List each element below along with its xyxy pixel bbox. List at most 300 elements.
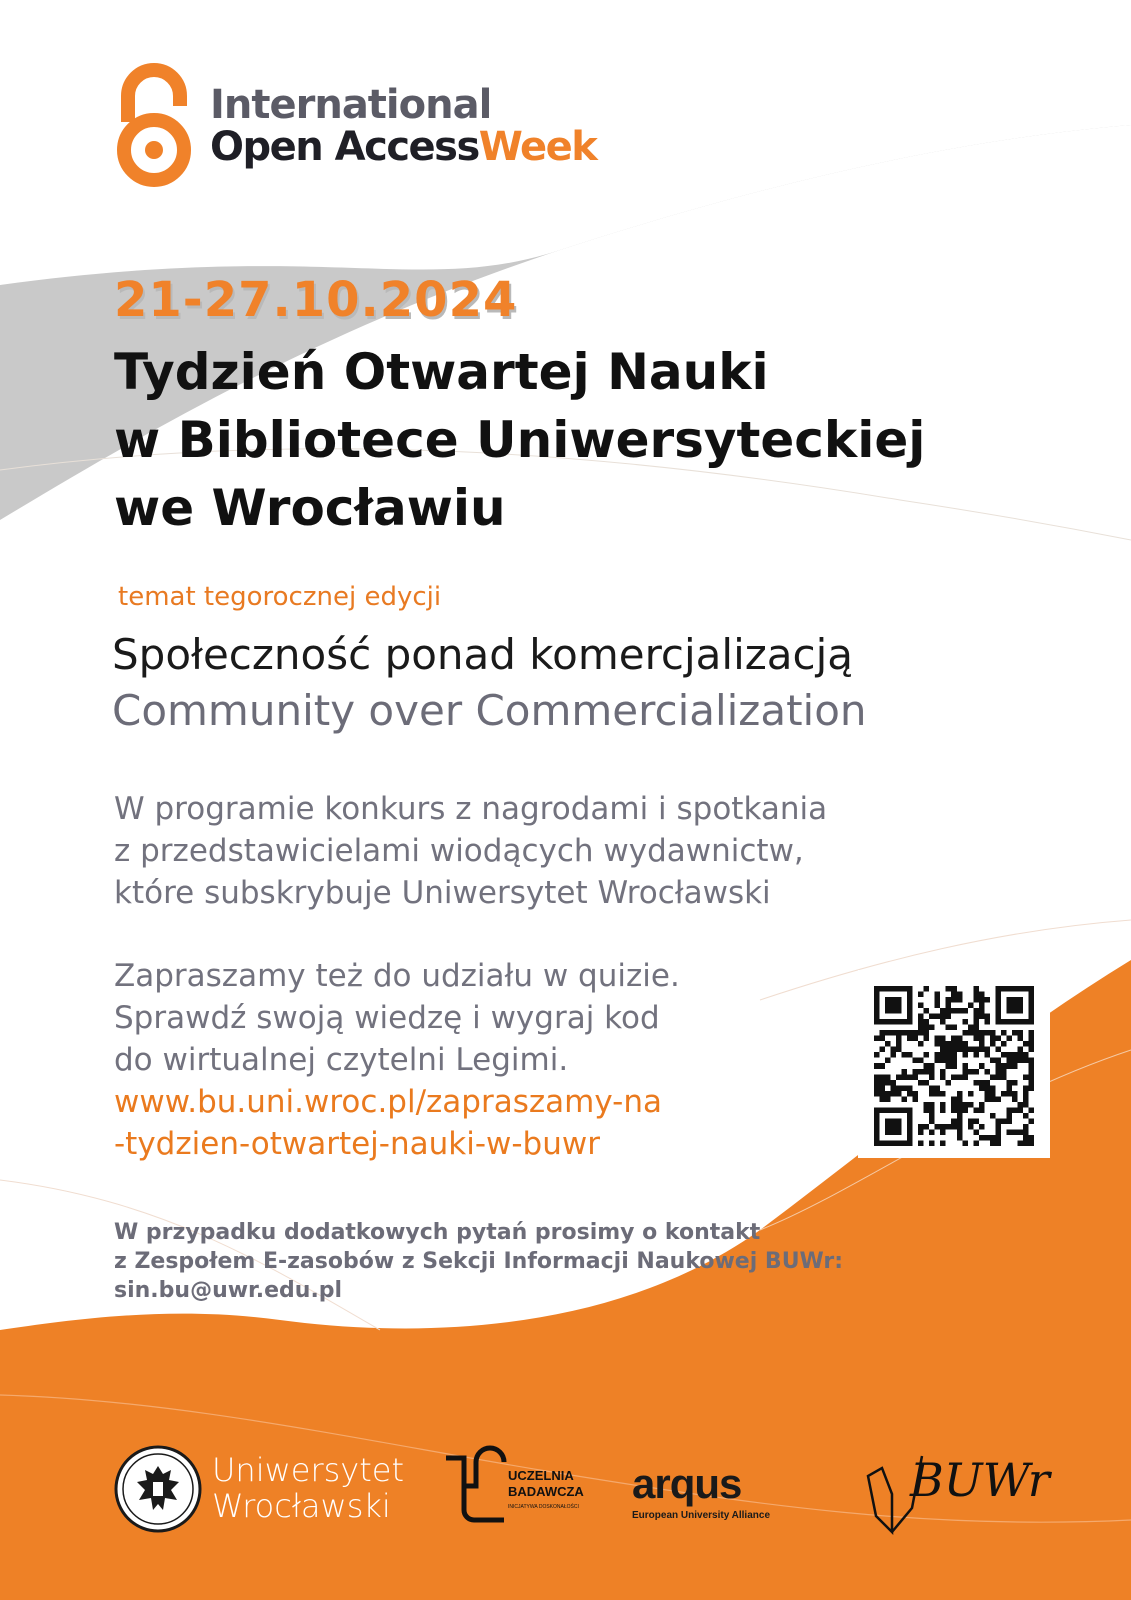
qr-module — [995, 1074, 1001, 1080]
qr-module — [995, 1036, 1001, 1042]
qr-module — [929, 1102, 935, 1108]
qr-module — [946, 1052, 952, 1058]
qr-module — [979, 1036, 985, 1042]
qr-module — [984, 1030, 990, 1036]
qr-module — [874, 1063, 880, 1069]
qr-module — [957, 1135, 963, 1141]
brand-open-access-week — [210, 124, 596, 170]
theme-english: Community over Commercialization — [112, 686, 867, 735]
qr-module — [946, 1047, 952, 1053]
qr-module — [962, 1069, 968, 1075]
qr-module — [995, 1069, 1001, 1075]
qr-module — [902, 1085, 908, 1091]
qr-module — [1017, 1036, 1023, 1042]
qr-module — [874, 1091, 880, 1097]
qr-module — [951, 1008, 957, 1014]
qr-module — [913, 1030, 919, 1036]
qr-module — [1006, 1058, 1012, 1064]
qr-module — [940, 1074, 946, 1080]
qr-module — [946, 997, 952, 1003]
qr-module — [913, 1058, 919, 1064]
qr-module — [918, 1069, 924, 1075]
qr-module — [935, 992, 941, 998]
qr-module — [1012, 1096, 1018, 1102]
qr-module — [940, 1008, 946, 1014]
qr-module — [896, 1030, 902, 1036]
quiz-link-line: www.bu.uni.wroc.pl/zapraszamy-na — [114, 1084, 662, 1120]
qr-module — [962, 1019, 968, 1025]
qr-module — [924, 1025, 930, 1031]
qr-module — [1028, 1080, 1034, 1086]
qr-module — [918, 1129, 924, 1135]
qr-module — [973, 1036, 979, 1042]
qr-module — [1023, 1052, 1029, 1058]
qr-module — [957, 1096, 963, 1102]
qr-module — [1017, 1030, 1023, 1036]
qr-module — [990, 1058, 996, 1064]
qr-module — [1001, 1030, 1007, 1036]
qr-module — [990, 1030, 996, 1036]
qr-module — [973, 1008, 979, 1014]
qr-module — [951, 1058, 957, 1064]
qr-module — [990, 1091, 996, 1097]
qr-module — [1028, 1140, 1034, 1146]
qr-module — [929, 1107, 935, 1113]
qr-module — [1017, 1107, 1023, 1113]
qr-module — [918, 1124, 924, 1130]
qr-module — [924, 1008, 930, 1014]
qr-module — [990, 1085, 996, 1091]
contact-line: W przypadku dodatkowych pytań prosimy o kontakt — [114, 1220, 761, 1245]
qr-module — [940, 1069, 946, 1075]
qr-module — [946, 1025, 952, 1031]
uwr-name — [212, 1452, 404, 1524]
qr-module — [1028, 1074, 1034, 1080]
qr-module — [962, 1107, 968, 1113]
contact-info — [114, 1218, 843, 1305]
qr-module — [929, 1118, 935, 1124]
qr-module — [1017, 1047, 1023, 1053]
qr-module — [1006, 1091, 1012, 1097]
qr-module — [1001, 1063, 1007, 1069]
qr-module — [1006, 1052, 1012, 1058]
qr-module — [929, 1025, 935, 1031]
qr-module — [979, 1063, 985, 1069]
quiz-description — [114, 955, 680, 1081]
qr-module — [891, 1052, 897, 1058]
qr-module — [896, 1074, 902, 1080]
qr-module — [951, 1041, 957, 1047]
brand-open-access: Open Access — [210, 124, 479, 170]
qr-module — [957, 1091, 963, 1097]
qr-module — [968, 1003, 974, 1009]
qr-module — [902, 1030, 908, 1036]
qr-module — [946, 1014, 952, 1020]
qr-module — [951, 1063, 957, 1069]
qr-module — [907, 1091, 913, 1097]
qr-module — [957, 1124, 963, 1130]
qr-module — [973, 1069, 979, 1075]
quiz-line: Zapraszamy też do udziału w quizie. — [114, 958, 680, 994]
qr-module — [880, 1063, 886, 1069]
uwr-crest-icon — [113, 1444, 203, 1534]
theme-label: temat tegorocznej edycji — [118, 582, 442, 612]
qr-module — [951, 992, 957, 998]
contact-line: z Zespołem E-zasobów z Sekcji Informacji Naukowej BUWr: — [114, 1249, 844, 1274]
qr-module — [935, 1041, 941, 1047]
qr-module — [935, 1014, 941, 1020]
qr-module — [990, 1113, 996, 1119]
program-description — [114, 788, 827, 914]
qr-module — [973, 1014, 979, 1020]
qr-module — [1023, 1074, 1029, 1080]
ub-line1: UCZELNIA — [508, 1468, 574, 1483]
qr-module — [973, 1047, 979, 1053]
qr-module — [951, 1047, 957, 1053]
qr-module — [973, 1025, 979, 1031]
qr-module — [968, 1069, 974, 1075]
qr-module — [957, 997, 963, 1003]
qr-module — [907, 1074, 913, 1080]
qr-module — [874, 1080, 880, 1086]
qr-module — [951, 1118, 957, 1124]
qr-module — [995, 1140, 1001, 1146]
qr-module — [929, 1091, 935, 1097]
buwr-text: BUWr — [910, 1453, 1050, 1507]
qr-module — [1028, 1135, 1034, 1141]
qr-module — [979, 1041, 985, 1047]
qr-module — [924, 1069, 930, 1075]
open-access-lock-icon — [108, 60, 200, 190]
qr-module — [880, 1074, 886, 1080]
qr-module — [973, 986, 979, 992]
qr-module — [979, 1135, 985, 1141]
qr-module — [995, 1063, 1001, 1069]
buwr-logo — [862, 1446, 1050, 1536]
qr-module — [951, 1107, 957, 1113]
qr-module — [1012, 1129, 1018, 1135]
qr-module — [924, 1030, 930, 1036]
qr-module — [913, 1091, 919, 1097]
qr-module — [1012, 1063, 1018, 1069]
qr-module — [907, 1030, 913, 1036]
qr-module — [891, 1091, 897, 1097]
qr-module — [957, 1118, 963, 1124]
qr-module — [940, 1102, 946, 1108]
qr-module — [1028, 1118, 1034, 1124]
qr-module — [946, 1080, 952, 1086]
qr-module — [990, 1135, 996, 1141]
qr-module — [957, 992, 963, 998]
program-line: które subskrybuje Uniwersytet Wrocławski — [114, 875, 771, 911]
arqus-name: arqus — [632, 1460, 742, 1507]
qr-module — [935, 1003, 941, 1009]
qr-module — [896, 1091, 902, 1097]
qr-module — [957, 1102, 963, 1108]
event-title-line: Tydzień Otwartej Nauki — [114, 343, 769, 401]
qr-module — [935, 997, 941, 1003]
qr-module — [918, 1030, 924, 1036]
qr-module — [880, 1047, 886, 1053]
qr-module — [918, 992, 924, 998]
qr-module — [995, 1047, 1001, 1053]
qr-module — [957, 1047, 963, 1053]
qr-module — [1012, 1030, 1018, 1036]
qr-module — [984, 1052, 990, 1058]
qr-module — [984, 1014, 990, 1020]
qr-module — [874, 1085, 880, 1091]
qr-module — [1028, 1030, 1034, 1036]
qr-module — [896, 1085, 902, 1091]
qr-module — [918, 1025, 924, 1031]
qr-module — [957, 1041, 963, 1047]
program-line: z przedstawicielami wiodących wydawnictw, — [114, 833, 804, 869]
qr-module — [891, 1030, 897, 1036]
qr-module — [896, 1041, 902, 1047]
qr-module — [1023, 1085, 1029, 1091]
qr-module — [1017, 1058, 1023, 1064]
qr-module — [1028, 1085, 1034, 1091]
qr-module — [968, 1118, 974, 1124]
qr-module — [973, 992, 979, 998]
qr-module — [973, 1030, 979, 1036]
qr-module — [880, 1030, 886, 1036]
qr-module — [951, 1025, 957, 1031]
qr-module — [940, 1107, 946, 1113]
qr-module — [913, 1074, 919, 1080]
qr-module — [951, 986, 957, 992]
qr-module — [951, 997, 957, 1003]
qr-module — [924, 1107, 930, 1113]
qr-module — [1012, 1107, 1018, 1113]
brand-week: Week — [478, 124, 597, 170]
qr-module — [979, 1124, 985, 1130]
qr-module — [1028, 1069, 1034, 1075]
qr-module — [995, 1118, 1001, 1124]
qr-module — [1001, 1041, 1007, 1047]
qr-module — [918, 1014, 924, 1020]
ub-line3: INICJATYWA DOSKONAŁOŚCI — [508, 1504, 579, 1510]
qr-module — [1023, 1102, 1029, 1108]
qr-module — [990, 1074, 996, 1080]
qr-module — [995, 1096, 1001, 1102]
qr-module — [962, 1102, 968, 1108]
arqus-logo — [632, 1456, 802, 1526]
qr-module — [880, 1085, 886, 1091]
qr-module — [924, 1019, 930, 1025]
qr-module — [968, 1124, 974, 1130]
qr-module — [929, 1085, 935, 1091]
qr-module — [990, 1096, 996, 1102]
qr-module — [880, 1036, 886, 1042]
qr-module — [918, 1003, 924, 1009]
qr-module — [1006, 1063, 1012, 1069]
quiz-line: Sprawdź swoją wiedzę i wygraj kod — [114, 1000, 660, 1036]
qr-module — [951, 1074, 957, 1080]
uwr-name-line: Uniwersytet — [212, 1451, 404, 1489]
qr-module — [1006, 1085, 1012, 1091]
qr-module — [995, 1129, 1001, 1135]
qr-module — [1023, 1129, 1029, 1135]
quiz-link[interactable] — [114, 1081, 662, 1165]
qr-module — [918, 1019, 924, 1025]
qr-module — [995, 1058, 1001, 1064]
qr-module — [962, 1140, 968, 1146]
qr-module — [913, 1069, 919, 1075]
qr-module — [946, 1008, 952, 1014]
qr-module — [984, 1085, 990, 1091]
qr-module — [1001, 1069, 1007, 1075]
qr-module — [990, 1036, 996, 1042]
qr-module — [902, 1096, 908, 1102]
qr-module — [979, 1085, 985, 1091]
qr-module — [929, 1069, 935, 1075]
qr-module — [902, 1069, 908, 1075]
qr-module — [1001, 1118, 1007, 1124]
qr-module — [1017, 1052, 1023, 1058]
qr-module — [1012, 1052, 1018, 1058]
qr-module — [874, 1052, 880, 1058]
qr-module — [907, 1052, 913, 1058]
qr-module — [979, 1080, 985, 1086]
qr-module — [968, 1102, 974, 1108]
qr-module — [1023, 1113, 1029, 1119]
qr-code — [874, 986, 1034, 1146]
qr-module — [924, 1063, 930, 1069]
ub-line2: BADAWCZA — [508, 1484, 584, 1499]
qr-module — [973, 1107, 979, 1113]
qr-module — [891, 1085, 897, 1091]
qr-module — [984, 1047, 990, 1053]
qr-module — [1028, 1063, 1034, 1069]
qr-module — [929, 1140, 935, 1146]
qr-module — [935, 1091, 941, 1097]
qr-module — [880, 1096, 886, 1102]
qr-module — [1006, 1129, 1012, 1135]
qr-module — [929, 1074, 935, 1080]
qr-module — [979, 1014, 985, 1020]
qr-module — [935, 1124, 941, 1130]
qr-module — [885, 997, 902, 1014]
qr-module — [1023, 1058, 1029, 1064]
qr-module — [979, 1003, 985, 1009]
event-title — [114, 338, 925, 542]
qr-module — [973, 1019, 979, 1025]
qr-module — [962, 1063, 968, 1069]
qr-module — [951, 1124, 957, 1130]
qr-module — [902, 1052, 908, 1058]
qr-module — [1023, 1140, 1029, 1146]
qr-module — [946, 1003, 952, 1009]
uwr-name-line: Wrocławski — [212, 1487, 391, 1525]
qr-module — [946, 1041, 952, 1047]
qr-module — [896, 1036, 902, 1042]
qr-module — [957, 1107, 963, 1113]
qr-module — [902, 1074, 908, 1080]
qr-module — [979, 1102, 985, 1108]
arqus-tagline: European University Alliance — [632, 1510, 771, 1521]
qr-module — [957, 1036, 963, 1042]
qr-module — [990, 1041, 996, 1047]
qr-module — [924, 1124, 930, 1130]
qr-module — [979, 1107, 985, 1113]
qr-module — [924, 1036, 930, 1042]
qr-module — [984, 1135, 990, 1141]
contact-email[interactable]: sin.bu@uwr.edu.pl — [114, 1278, 343, 1303]
qr-module — [907, 1085, 913, 1091]
qr-module — [962, 1074, 968, 1080]
qr-module — [940, 1019, 946, 1025]
qr-module — [1023, 1096, 1029, 1102]
quiz-link-line: -tydzien-otwartej-nauki-w-buwr — [114, 1126, 600, 1162]
qr-module — [984, 1091, 990, 1097]
qr-module — [973, 997, 979, 1003]
qr-module — [957, 1129, 963, 1135]
qr-module — [935, 1058, 941, 1064]
qr-module — [979, 1008, 985, 1014]
qr-module — [973, 1118, 979, 1124]
qr-module — [984, 1080, 990, 1086]
program-line: W programie konkurs z nagrodami i spotkania — [114, 791, 828, 827]
qr-module — [891, 1080, 897, 1086]
qr-module — [968, 1025, 974, 1031]
qr-module — [1001, 1074, 1007, 1080]
qr-module — [891, 1047, 897, 1053]
qr-module — [924, 1080, 930, 1086]
qr-module — [1028, 1041, 1034, 1047]
qr-module — [984, 1019, 990, 1025]
qr-module — [1006, 997, 1023, 1014]
qr-module — [940, 1140, 946, 1146]
qr-module — [979, 1030, 985, 1036]
qr-module — [885, 1058, 891, 1064]
qr-module — [962, 1030, 968, 1036]
qr-module — [1012, 1080, 1018, 1086]
qr-module — [1012, 1058, 1018, 1064]
qr-module — [918, 1058, 924, 1064]
qr-module — [918, 1080, 924, 1086]
qr-module — [1023, 1124, 1029, 1130]
qr-module — [940, 1129, 946, 1135]
qr-module — [940, 1047, 946, 1053]
quiz-line: do wirtualnej czytelni Legimi. — [114, 1042, 569, 1078]
qr-code-box — [858, 970, 1050, 1158]
qr-module — [1023, 1091, 1029, 1097]
qr-module — [984, 1069, 990, 1075]
qr-module — [1017, 1129, 1023, 1135]
qr-module — [973, 1140, 979, 1146]
uczelnia-badawcza-logo — [442, 1452, 592, 1522]
qr-module — [1017, 1140, 1023, 1146]
qr-module — [957, 1113, 963, 1119]
qr-module — [885, 1041, 891, 1047]
qr-module — [940, 1058, 946, 1064]
qr-module — [880, 1080, 886, 1086]
qr-module — [924, 1102, 930, 1108]
qr-module — [885, 1074, 891, 1080]
event-dates: 21-27.10.2024 — [114, 272, 518, 328]
qr-module — [951, 1096, 957, 1102]
qr-module — [1006, 1036, 1012, 1042]
qr-module — [984, 1096, 990, 1102]
qr-module — [962, 1052, 968, 1058]
qr-module — [896, 1047, 902, 1053]
qr-module — [929, 1063, 935, 1069]
qr-module — [885, 1091, 891, 1097]
qr-module — [885, 1030, 891, 1036]
qr-module — [951, 1102, 957, 1108]
qr-module — [935, 1052, 941, 1058]
